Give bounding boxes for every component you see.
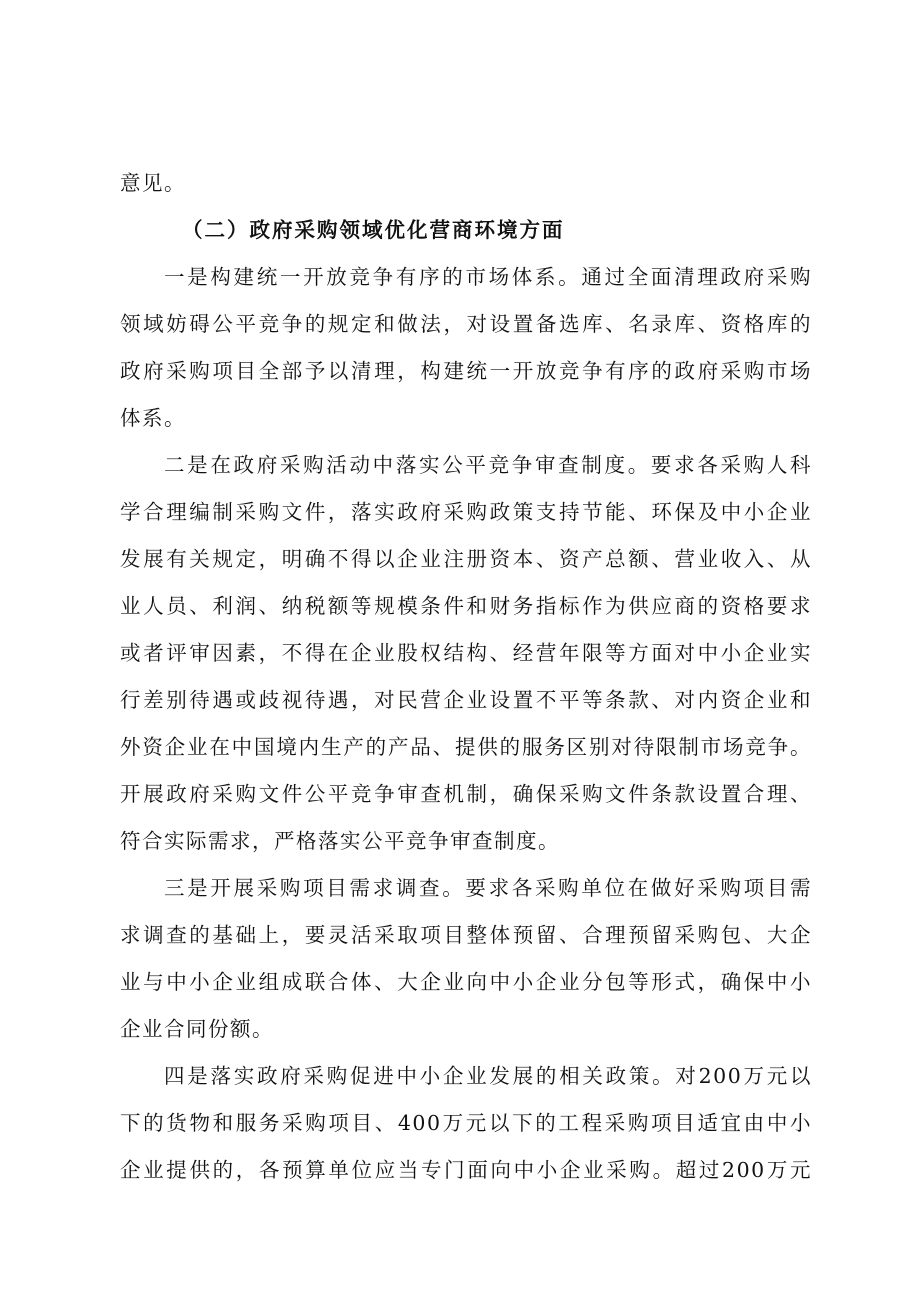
text-line: 发展有关规定，明确不得以企业注册资本、资产总额、营业收入、从 <box>120 547 812 571</box>
text-line: 下的货物和服务采购项目、400万元以下的工程采购项目适宜由中小 <box>120 1111 812 1135</box>
paragraph-1 <box>120 254 812 442</box>
paragraph-3 <box>120 865 812 1053</box>
text-line: 企业合同份额。 <box>120 1017 274 1041</box>
text-line: 三是开展采购项目需求调查。要求各采购单位在做好采购项目需 <box>164 876 812 900</box>
text-line: 外资企业在中国境内生产的产品、提供的服务区别对待限制市场竞争。 <box>120 735 812 759</box>
text-line: 业与中小企业组成联合体、大企业向中小企业分包等形式，确保中小 <box>120 970 812 994</box>
text-line: 体系。 <box>120 406 186 430</box>
text-line: 求调查的基础上，要灵活采取项目整体预留、合理预留采购包、大企 <box>120 923 812 947</box>
section-heading: （二）政府采购领域优化营商环境方面 <box>182 218 565 242</box>
text-line: 符合实际需求，严格落实公平竞争审查制度。 <box>120 829 560 853</box>
text-line: 政府采购项目全部予以清理，构建统一开放竞争有序的政府采购市场 <box>120 359 812 383</box>
paragraph-4 <box>120 1053 812 1194</box>
text-line: 四是落实政府采购促进中小企业发展的相关政策。对200万元以 <box>164 1064 812 1088</box>
paragraph-continuation <box>120 160 812 207</box>
text-line: 学合理编制采购文件，落实政府采购政策支持节能、环保及中小企业 <box>120 500 812 524</box>
paragraph-2 <box>120 442 812 865</box>
text-line: 一是构建统一开放竞争有序的市场体系。通过全面清理政府采购 <box>164 265 812 289</box>
text-line: 行差别待遇或歧视待遇，对民营企业设置不平等条款、对内资企业和 <box>120 688 812 712</box>
text-line: 二是在政府采购活动中落实公平竞争审查制度。要求各采购人科 <box>164 453 812 477</box>
text-line: 业人员、利润、纳税额等规模条件和财务指标作为供应商的资格要求 <box>120 594 812 618</box>
text-line: 意见。 <box>120 171 186 195</box>
text-line: 企业提供的，各预算单位应当专门面向中小企业采购。超过200万元 <box>120 1158 812 1182</box>
text-line: 开展政府采购文件公平竞争审查机制，确保采购文件条款设置合理、 <box>120 782 812 806</box>
text-line: 或者评审因素，不得在企业股权结构、经营年限等方面对中小企业实 <box>120 641 812 665</box>
text-line: 领域妨碍公平竞争的规定和做法，对设置备选库、名录库、资格库的 <box>120 312 812 336</box>
document-body <box>120 160 812 1194</box>
